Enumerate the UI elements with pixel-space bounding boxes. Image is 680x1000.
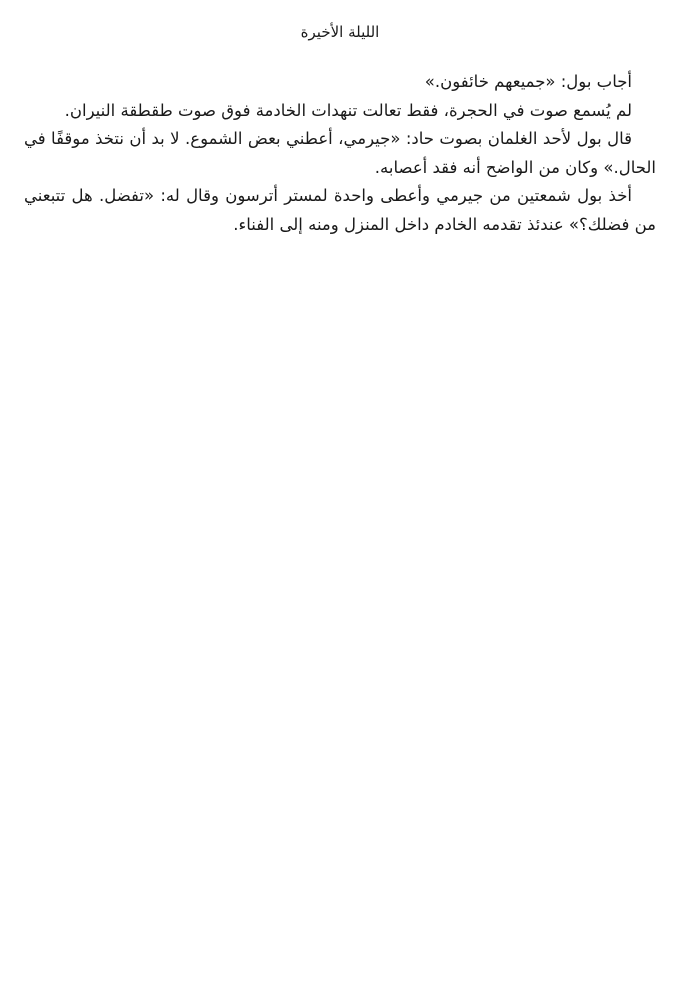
- paragraph-1: أجاب بول: «جميعهم خائفون.»: [424, 72, 632, 91]
- paragraph-4: أخذ بول شمعتين من جيرمي وأعطى واحدة لمستر أترسون وقال له: «تفضل. هل تتبعني من فضلك؟» عندئذ تقدمه الخادم داخل المنزل ومنه إلى الفناء.: [24, 186, 656, 234]
- running-header-title: الليلة الأخيرة: [300, 23, 380, 41]
- paragraph-3: قال بول لأحد الغلمان بصوت حاد: «جيرمي، أعطني بعض الشموع. لا بد أن نتخذ موقفًا في الحال.» وكان من الواضح أنه فقد أعصابه.: [24, 129, 656, 177]
- body-text: [24, 68, 656, 239]
- paragraph-2: لم يُسمع صوت في الحجرة، فقط تعالت تنهدات الخادمة فوق صوت طقطقة النيران.: [64, 100, 632, 120]
